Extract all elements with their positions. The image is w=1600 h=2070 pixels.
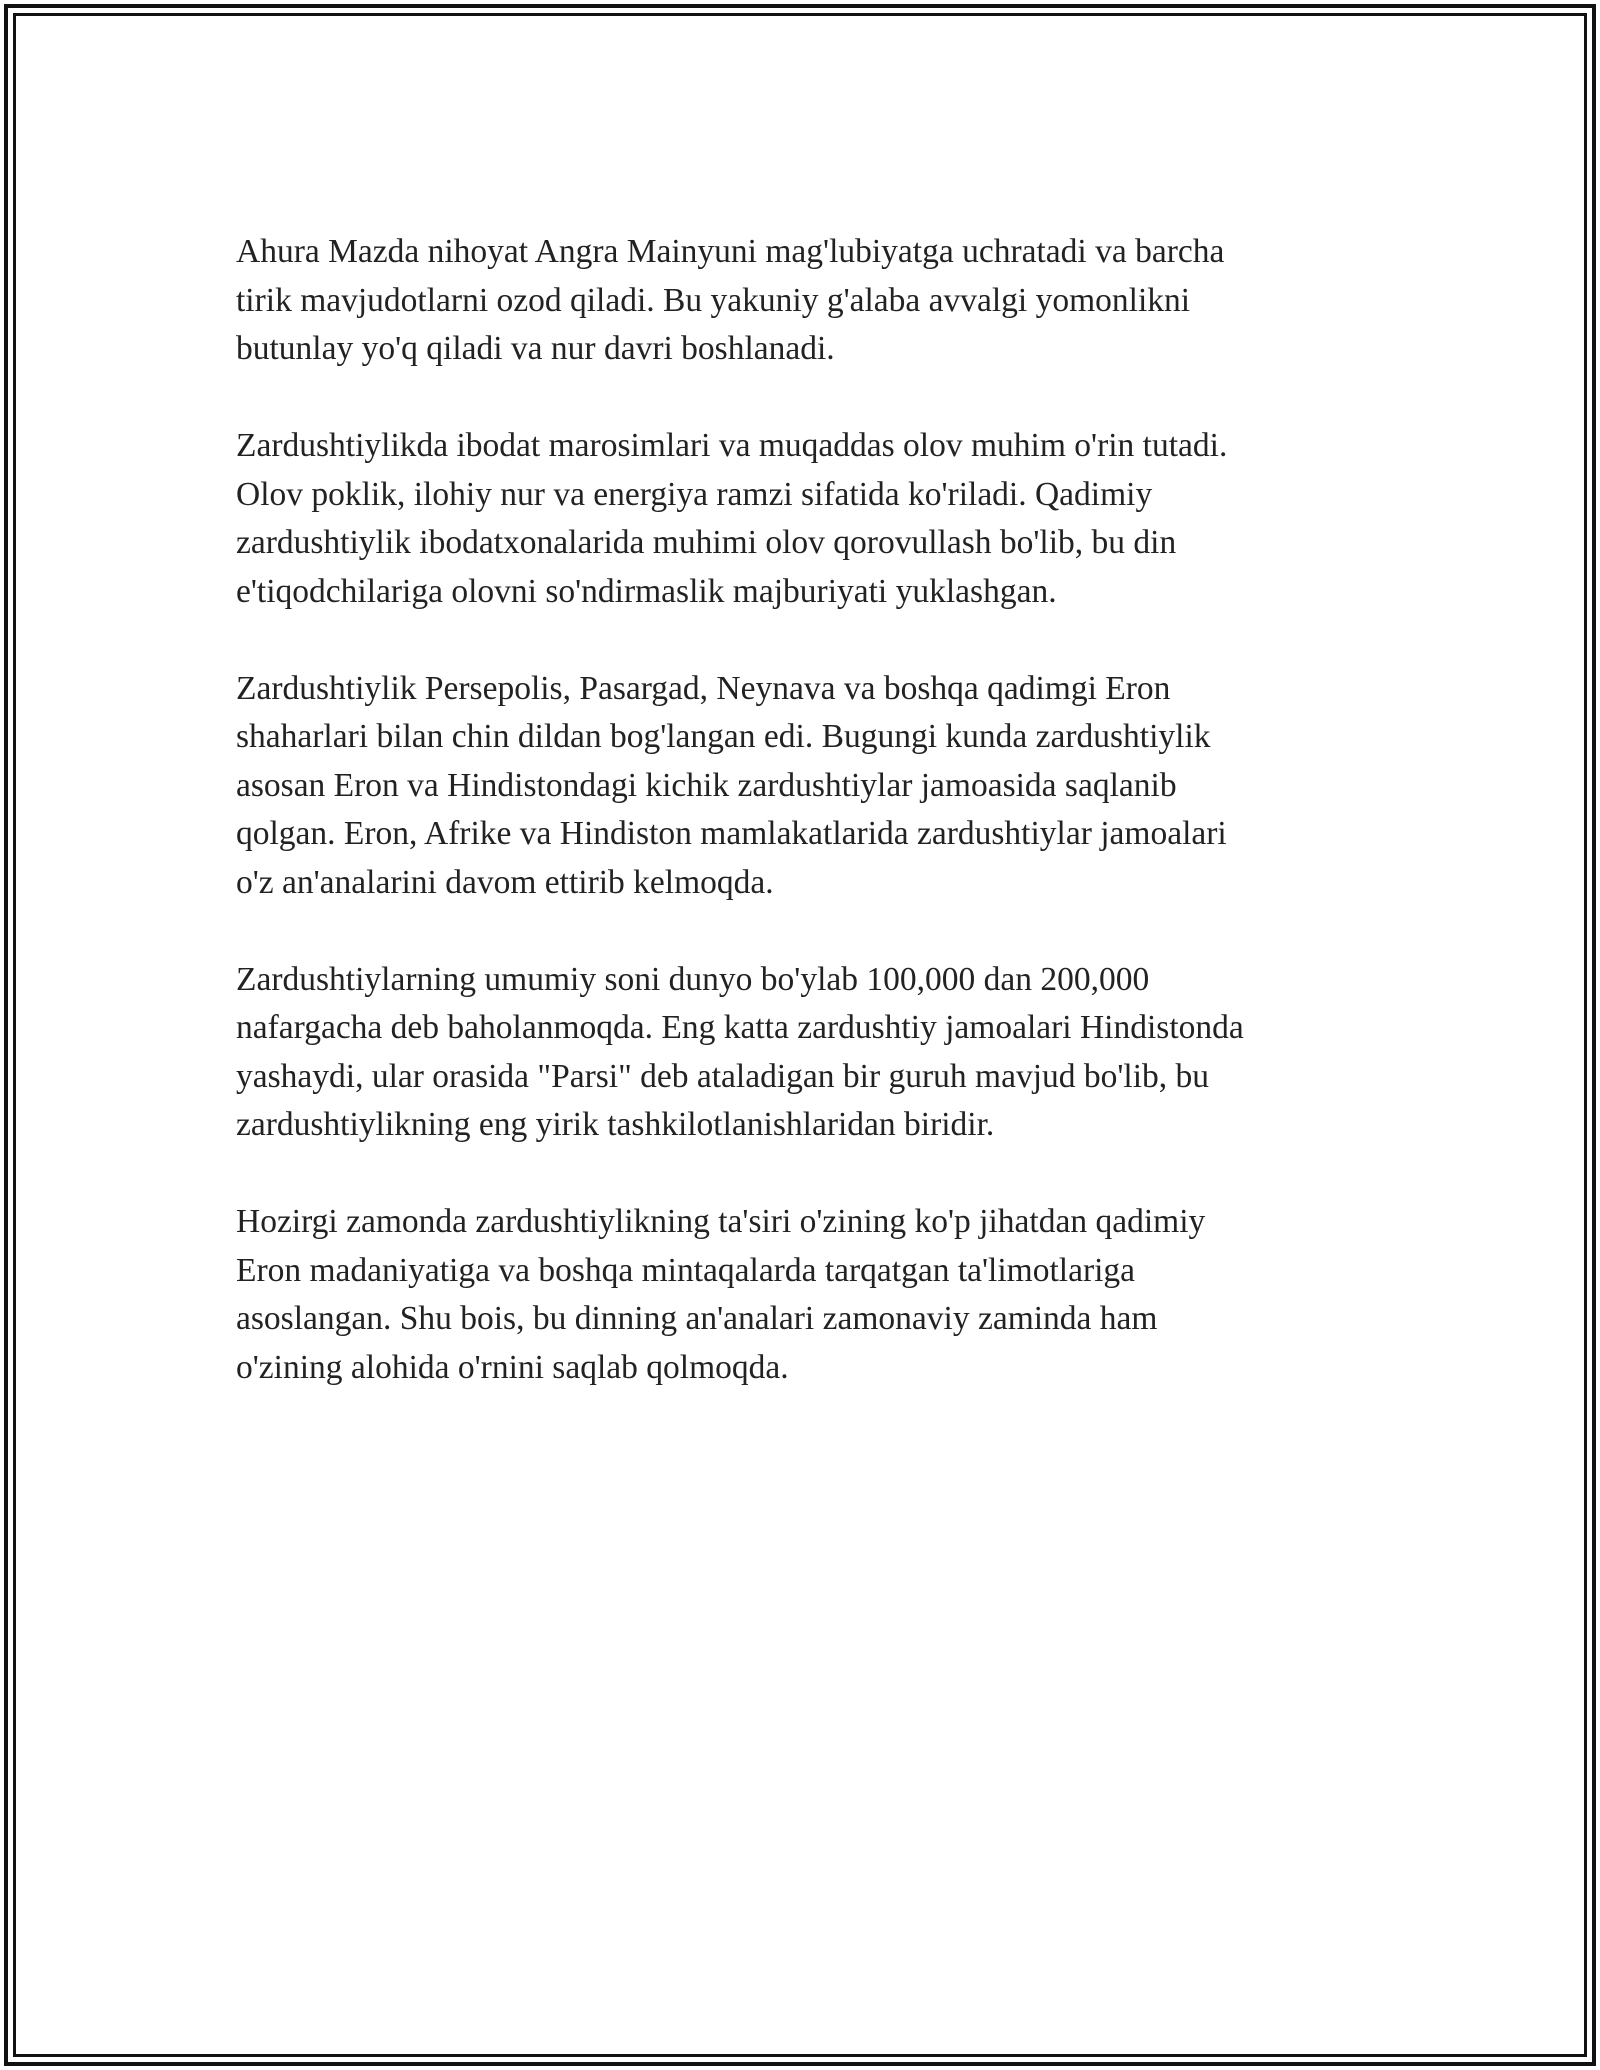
paragraph-5	[236, 1198, 1376, 1392]
text-line: yashaydi, ular orasida "Parsi" deb ataladigan bir guruh mavjud bo'lib, bu	[236, 1057, 1210, 1095]
text-line: Zardushtiylikda ibodat marosimlari va muqaddas olov muhim o'rin tutadi.	[236, 427, 1228, 464]
text-line: zardushtiylik ibodatxonalarida muhimi olov qorovullash bo'lib, bu din	[236, 524, 1177, 561]
paragraph-2	[236, 422, 1376, 616]
text-line: Zardushtiylarning umumiy soni dunyo bo'ylab 100,000 dan 200,000	[236, 960, 1150, 998]
document-body	[236, 228, 1376, 1441]
text-line: zardushtiylikning eng yirik tashkilotlanishlaridan biridir.	[236, 1106, 995, 1143]
text-line: asoslangan. Shu bois, bu dinning an'analari zamonaviy zaminda ham	[236, 1300, 1158, 1337]
paragraph-4	[236, 956, 1376, 1150]
text-line: Eron madaniyatiga va boshqa mintaqalarda tarqatgan ta'limotlariga	[236, 1251, 1136, 1289]
text-line: shaharlari bilan chin dildan bog'langan edi. Bugungi kunda zardushtiylik	[236, 718, 1211, 755]
text-line: e'tiqodchilariga olovni so'ndirmaslik majburiyati yuklashgan.	[236, 572, 1057, 610]
paragraph-3	[236, 665, 1376, 908]
text-line: o'z an'analarini davom ettirib kelmoqda.	[236, 863, 774, 901]
text-line: o'zining alohida o'rnini saqlab qolmoqda.	[236, 1348, 789, 1386]
text-line: Ahura Mazda nihoyat Angra Mainyuni mag'lubiyatga uchratadi va barcha	[236, 233, 1225, 270]
text-line: Zardushtiylik Persepolis, Pasargad, Neynava va boshqa qadimgi Eron	[236, 669, 1171, 707]
text-line: asosan Eron va Hindistondagi kichik zardushtiylar jamoasida saqlanib	[236, 766, 1177, 804]
text-line: tirik mavjudotlarni ozod qiladi. Bu yakuniy g'alaba avvalgi yomonlikni	[236, 281, 1191, 319]
text-line: qolgan. Eron, Afrike va Hindiston mamlakatlarida zardushtiylar jamoalari	[236, 815, 1227, 852]
text-line: nafargacha deb baholanmoqda. Eng katta zardushtiy jamoalari Hindistonda	[236, 1009, 1244, 1046]
paragraph-1	[236, 228, 1376, 374]
text-line: Hozirgi zamonda zardushtiylikning ta'siri o'zining ko'p jihatdan qadimiy	[236, 1203, 1206, 1240]
text-line: butunlay yo'q qiladi va nur davri boshlanadi.	[236, 330, 835, 367]
text-line: Olov poklik, ilohiy nur va energiya ramzi sifatida ko'riladi. Qadimiy	[236, 475, 1153, 513]
